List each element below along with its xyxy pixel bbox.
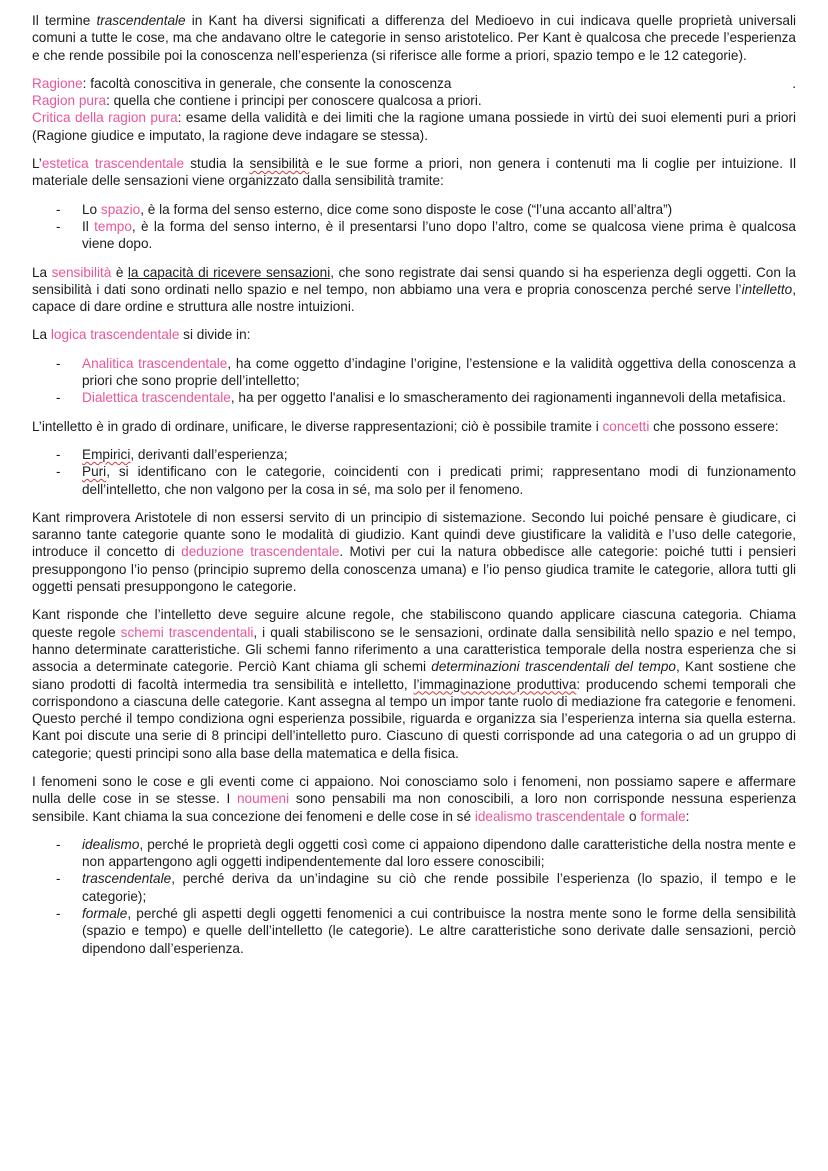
italic-term: trascendentale bbox=[96, 13, 186, 28]
list-forme bbox=[32, 201, 796, 253]
text: , i quali stabiliscono se le sensazioni, ordinate dalla sensibilità nello spazio e nel tempo, hanno determinate caratteristiche. Gli schemi fanno riferimento a una caratteristica temporale della nostra esperienza che si associa a determinate categorie. Perciò Kant chiama gli schemi bbox=[32, 624, 796, 675]
text: L’ bbox=[32, 156, 42, 172]
list-item bbox=[32, 201, 796, 218]
term-idealismo: idealismo trascendentale bbox=[474, 808, 626, 824]
term-spazio: spazio bbox=[100, 201, 141, 217]
text: che possono essere: bbox=[649, 418, 779, 434]
text: : bbox=[685, 808, 690, 824]
text: La bbox=[32, 327, 51, 343]
term-ragion-pura: Ragion pura bbox=[32, 93, 107, 109]
text: : esame della validità e dei limiti che la ragione umana possiede in virtù dei suoi elementi puri a priori (Ragione giudice e imputato, la ragione deve indagare se stessa). bbox=[32, 110, 796, 143]
paragraph-schemi bbox=[32, 606, 796, 762]
italic-term: idealismo bbox=[82, 836, 140, 852]
text: : facoltà conoscitiva in generale, che consente la conoscenza bbox=[82, 75, 452, 91]
text: : quella che contiene i principi per conoscere qualcosa a priori. bbox=[106, 93, 482, 109]
term-formale: formale bbox=[640, 808, 686, 824]
text: o bbox=[625, 808, 641, 824]
term-ragione: Ragione bbox=[32, 75, 83, 91]
term-dialettica: Dialettica trascendentale bbox=[82, 390, 231, 406]
text: , è la forma del senso esterno, dice come sono disposte le cose (“l’una accanto all’altra”) bbox=[140, 201, 673, 217]
text: . Motivi per cui la natura obbedisce alle categorie: poiché tutti i pensieri presuppongono l’io penso (principio supremo della conoscenza umana) e l’io penso giudica tramite le categorie, allora tutti gli oggetti pensati presuppongono le categorie. bbox=[32, 544, 796, 595]
list-item bbox=[32, 905, 796, 957]
list-item bbox=[32, 836, 796, 871]
text: è bbox=[111, 264, 128, 280]
list-item bbox=[32, 389, 796, 406]
italic-term: intelletto bbox=[741, 281, 793, 297]
term-analitica: Analitica trascendentale bbox=[82, 355, 228, 371]
text: Lo bbox=[82, 201, 101, 217]
text: Il bbox=[82, 218, 95, 234]
italic-term: determinazioni trascendentali del tempo bbox=[431, 659, 676, 675]
text: , perché deriva da un’indagine su ciò che rende possibile l’esperienza (lo spazio, il tempo e le categorie); bbox=[82, 871, 796, 904]
term-concetti: concetti bbox=[602, 418, 650, 434]
list-item bbox=[32, 218, 796, 253]
text: , si identificano con le categorie, coincidenti con i predicati primi; rappresentano modi di funzionamento dell’intelletto, che non valgono per la cosa in sé, ma solo per il fenomeno. bbox=[82, 464, 796, 497]
spellcheck-word: Puri bbox=[82, 464, 107, 480]
paragraph-definitions bbox=[32, 75, 796, 144]
text: , Kant sostiene che siano prodotti di facoltà intermedia tra sensibilità e intelletto, bbox=[32, 659, 796, 692]
term-estetica: estetica trascendentale bbox=[41, 156, 185, 172]
text: studia la bbox=[184, 156, 250, 172]
term-critica: Critica della ragion pura bbox=[32, 110, 178, 126]
list-logica bbox=[32, 355, 796, 407]
term-noumeni: noumeni bbox=[236, 791, 290, 807]
term-sensibilita: sensibilità bbox=[51, 264, 112, 280]
list-item bbox=[32, 446, 796, 463]
list-concetti bbox=[32, 446, 796, 498]
paragraph-logica bbox=[32, 326, 796, 343]
text: sono pensabili ma non conoscibili, a loro non corrisponde nessuna esperienza sensibile. Kant chiama la sua concezione dei fenomeni e delle cose in sé bbox=[32, 791, 796, 824]
text: , che sono registrate dai sensi quando si ha esperienza degli oggetti. Con la sensibilità i dati sono ordinati nello spazio e nel tempo, non abbiamo una vera e propria conoscenza perché serve l’ bbox=[32, 264, 796, 297]
term-deduzione: deduzione trascendentale bbox=[181, 544, 340, 560]
text: , perché gli aspetti degli oggetti fenomenici a cui contribuisce la nostra mente sono le forme della sensibilità (spazio e tempo) e quelle dell’intelletto (le categorie). Le altre caratteristiche sono derivate dalle sensazioni, perciò dipendono dall’esperienza. bbox=[82, 906, 796, 956]
spellcheck-word: Empirici bbox=[82, 446, 131, 462]
text: , è la forma del senso interno, è il presentarsi l’uno dopo l’altro, come se qualcosa viene prima è qualcosa viene dopo. bbox=[82, 218, 796, 252]
text: La bbox=[32, 264, 52, 280]
term-logica: logica trascendentale bbox=[50, 327, 180, 343]
list-item bbox=[32, 463, 796, 498]
term-schemi: schemi trascendentali bbox=[120, 624, 254, 640]
text: Kant rimprovera Aristotele di non essersi servito di un principio di sistemazione. Secondo lui poiché pensare è giudicare, ci saranno tante categorie quante sono le modalità di giudizio. Kant quindi deve giustificare la validità e l’uso delle categorie, introduce il concetto di bbox=[32, 509, 796, 560]
paragraph-aristotele bbox=[32, 509, 796, 595]
text: , ha come oggetto d’indagine l’origine, l’estensione e la validità oggettiva della conoscenza a priori che sono proprie dell’intelletto; bbox=[82, 355, 796, 389]
text: , ha per oggetto l'analisi e lo smascheramento dei ragionamenti ingannevoli della metafisica. bbox=[230, 390, 786, 406]
text: L’intelletto è in grado di ordinare, unificare, le diverse rappresentazioni; ciò è possibile tramite i bbox=[32, 418, 603, 434]
text: Il termine bbox=[32, 13, 97, 28]
text: , derivanti dall’esperienza; bbox=[130, 446, 288, 462]
paragraph-trascendentale bbox=[32, 12, 796, 64]
spellcheck-word: l’immaginazione produttiva bbox=[413, 676, 577, 692]
text: e le sue forme a priori, non genera i contenuti ma li coglie per intuizione. Il materiale delle sensazioni viene organizzato dalla sensibilità tramite: bbox=[32, 156, 796, 189]
paragraph-fenomeni bbox=[32, 773, 796, 825]
italic-term: formale bbox=[82, 906, 128, 922]
list-item bbox=[32, 355, 796, 390]
stray-dot: . bbox=[792, 75, 796, 91]
term-tempo: tempo bbox=[94, 218, 132, 234]
text: I fenomeni sono le cose e gli eventi come ci appaiono. Noi conosciamo solo i fenomeni, non possiamo sapere e affermare nulla delle cose in se stesse. I bbox=[32, 773, 796, 807]
text: : producendo schemi temporali che corrispondono a ciascuna delle categorie. Kant assegna al tempo un impor tante ruolo di mediazione fra categorie e fenomeni. Questo perché il tempo condiziona ogni esperienza possibile, riguarda e organizza sia l’esperienza interna sia quella esterna. Kant poi discute una serie di 8 principi dell’intelletto puro. Ciascuno di questi corrisponde ad una categoria o ad un gruppo di categorie; questi principi sono alla base della matematica e della fisica. bbox=[32, 676, 796, 761]
paragraph-sensibilita bbox=[32, 264, 796, 316]
text: , perché le proprietà degli oggetti così come ci appaiono dipendono dalle caratteristiche della nostra mente e non appartengono agli oggetti indipendentemente dal loro essere conoscibili; bbox=[82, 836, 796, 870]
list-idealismo bbox=[32, 836, 796, 957]
text: si divide in: bbox=[179, 327, 251, 343]
paragraph-intelletto bbox=[32, 418, 796, 435]
text: in Kant ha diversi significati a differenza del Medioevo in cui indicava quelle proprietà universali comuni a tutte le cose, ma che andavano oltre le categorie in senso aristotelico. Per Kant è qualcosa che precede l’esperienza e che rende possibile poi la conoscenza nell’esperienza (si riferisce alle forme a priori, spazio tempo e le 12 categorie). bbox=[32, 13, 796, 63]
spellcheck-word: sensibilità bbox=[249, 156, 310, 172]
list-item bbox=[32, 870, 796, 905]
italic-term: trascendentale bbox=[82, 871, 172, 887]
text: Kant risponde che l’intelletto deve seguire alcune regole, che stabiliscono quando applicare ciascuna categoria. Chiama queste regole bbox=[32, 607, 796, 640]
paragraph-estetica bbox=[32, 155, 796, 190]
underlined-text: la capacità di ricevere sensazioni bbox=[127, 264, 331, 280]
text: , capace di dare ordine e struttura alle nostre intuizioni. bbox=[32, 281, 796, 315]
